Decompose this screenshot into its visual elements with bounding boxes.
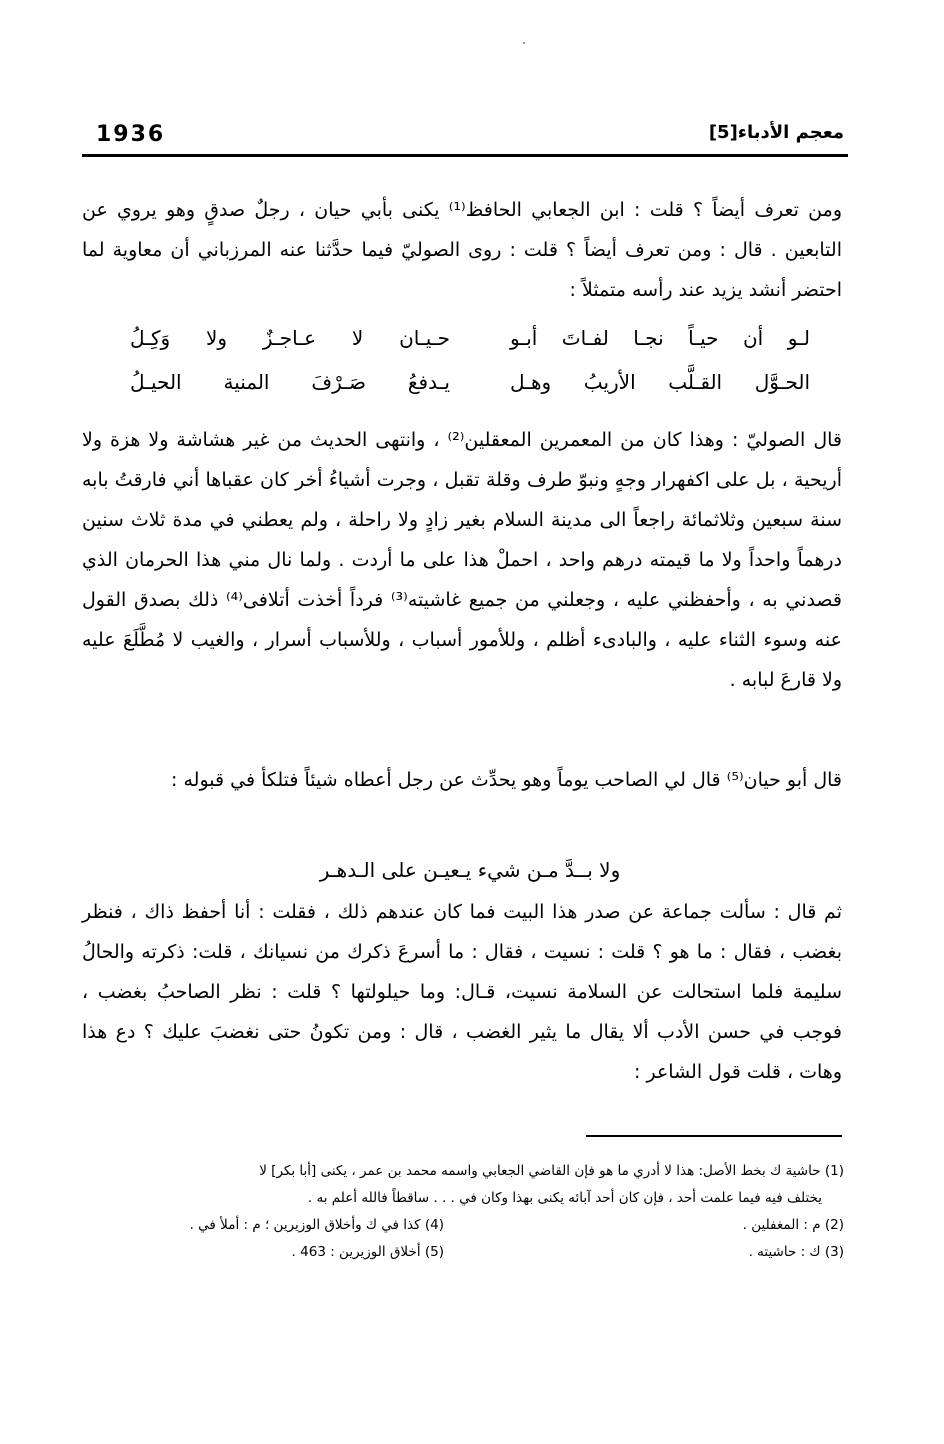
paragraph-2: قال الصوليّ : وهذا كان من المعمرين المعقلين⁽²⁾ ، وانتهى الحديث من غير هشاشة ولا هزة ولا أريحية ، بل على اكفهرار وجهٍ ونبوّ طرف وقلة تقبل ، وجرت أشياءُ أخر كان عقباها أني فارقتُ بابه سنة سبعين وثلاثمائة راجعاً الى مدينة السلام بغير زادٍ ولا راحلة ، ولم يعطني في مدة ثلاث سنين درهماً واحداً ولا ما قيمته درهم واحد ، احملْ هذا على ما أردت . ولما نال مني هذا الحرمان الذي قصدني به ، وأحفظني عليه ، وجعلني من جميع غاشيته⁽³⁾ فرداً أخذت أتلافى⁽⁴⁾ ذلك بصدق القول عنه وسوء الثناء عليه ، والبادىء أظلم ، وللأمور أسباب ، وللأسباب أسرار ، والغيب لا مُطَّلَعَ عليه ولا قارعَ لبابه . <box>82 429 842 691</box>
running-header <box>82 118 848 154</box>
verse-2-second-hemistich: يـدفعُ صَـرْفَ المنية الحيـلُ <box>130 370 450 394</box>
verse-2-first-hemistich: الحـوَّل القـلَّب الأريبُ وهـل <box>510 370 810 394</box>
footnote-row <box>82 1239 844 1266</box>
footnote-1-continuation: يختلف فيه فيما علمت أحد ، فإن كان أحد آبائه يكنى بهذا وكان في . . . ساقطاً فالله أعلم به . <box>307 1190 822 1206</box>
paragraph-4: ثم قال : سألت جماعة عن صدر هذا البيت فما كان عندهم ذلك ، فقلت : أنا أحفظ ذاك ، فنظر بغضب ، فقال : ما هو ؟ قلت : نسيت ، فقال : ما أسرعَ ذكرك من نسيانك ، قلت: ذكرته والحالُ سليمة فلما استحالت عن السلامة نسيت، قـال: وما حيلولتها ؟ قلت : نظر الصاحبُ بغضب ، فوجب في حسن الأدب ألا يقال ما يثير الغضب ، قال : ومن تكونُ حتى نغضبَ عليك ؟ دع هذا وهات ، قلت قول الشاعر : <box>82 901 842 1083</box>
paragraph-3: قال أبو حيان⁽⁵⁾ قال لي الصاحب يوماً وهو يحدِّث عن رجل أعطاه شيئاً فتلكأ في قبوله : <box>171 769 842 791</box>
footnote-2: (2) م : المغفلين . <box>742 1217 844 1233</box>
footnote-3: (3) ك : حاشيته . <box>748 1244 844 1260</box>
paragraph-1: ومن تعرف أيضاً ؟ قلت : ابن الجعابي الحافظ⁽¹⁾ يكنى بأبي حيان ، رجلٌ صدقٍ وهو يروي عن التابعين . قال : ومن تعرف أيضاً ؟ قلت : روى الصوليّ فيما حدَّثنا عنه المرزباني أن معاوية لما احتضر أنشد يزيد عند رأسه متمثلاً : <box>82 199 842 301</box>
footnote-rule <box>586 1135 842 1137</box>
footnote-5: (5) أخلاق الوزيرين : 463 . <box>291 1244 444 1260</box>
page-number: 1936 <box>96 122 166 147</box>
verse-line-1 <box>130 320 810 364</box>
verse-line-3: ولا بــدَّ مـن شيء يـعيـن على الـدهـر <box>319 858 621 882</box>
verse-1-first-hemistich: لـو أن حيـاً نجـا لفـاتَ أبـو <box>510 326 810 350</box>
footnote-row <box>82 1212 844 1239</box>
header-rule <box>82 154 848 157</box>
verse-1-second-hemistich: حـيـان لا عـاجـزٌ ولا وَكِـلُ <box>130 326 450 350</box>
footnotes <box>82 1158 844 1266</box>
scan-speck <box>523 42 525 44</box>
book-title: معجم الأدباء[5] <box>708 122 844 143</box>
footnote-4: (4) كذا في ك وأخلاق الوزيرين ؛ م : أملأ في . <box>189 1217 444 1233</box>
footnote-1: (1) حاشية ك بخط الأصل: هذا لا أدري ما هو فإن القاضي الجعابي واسمه محمد بن عمر ، يكنى [أبا بكر] لا <box>259 1163 844 1179</box>
verse-line-2 <box>130 364 810 408</box>
